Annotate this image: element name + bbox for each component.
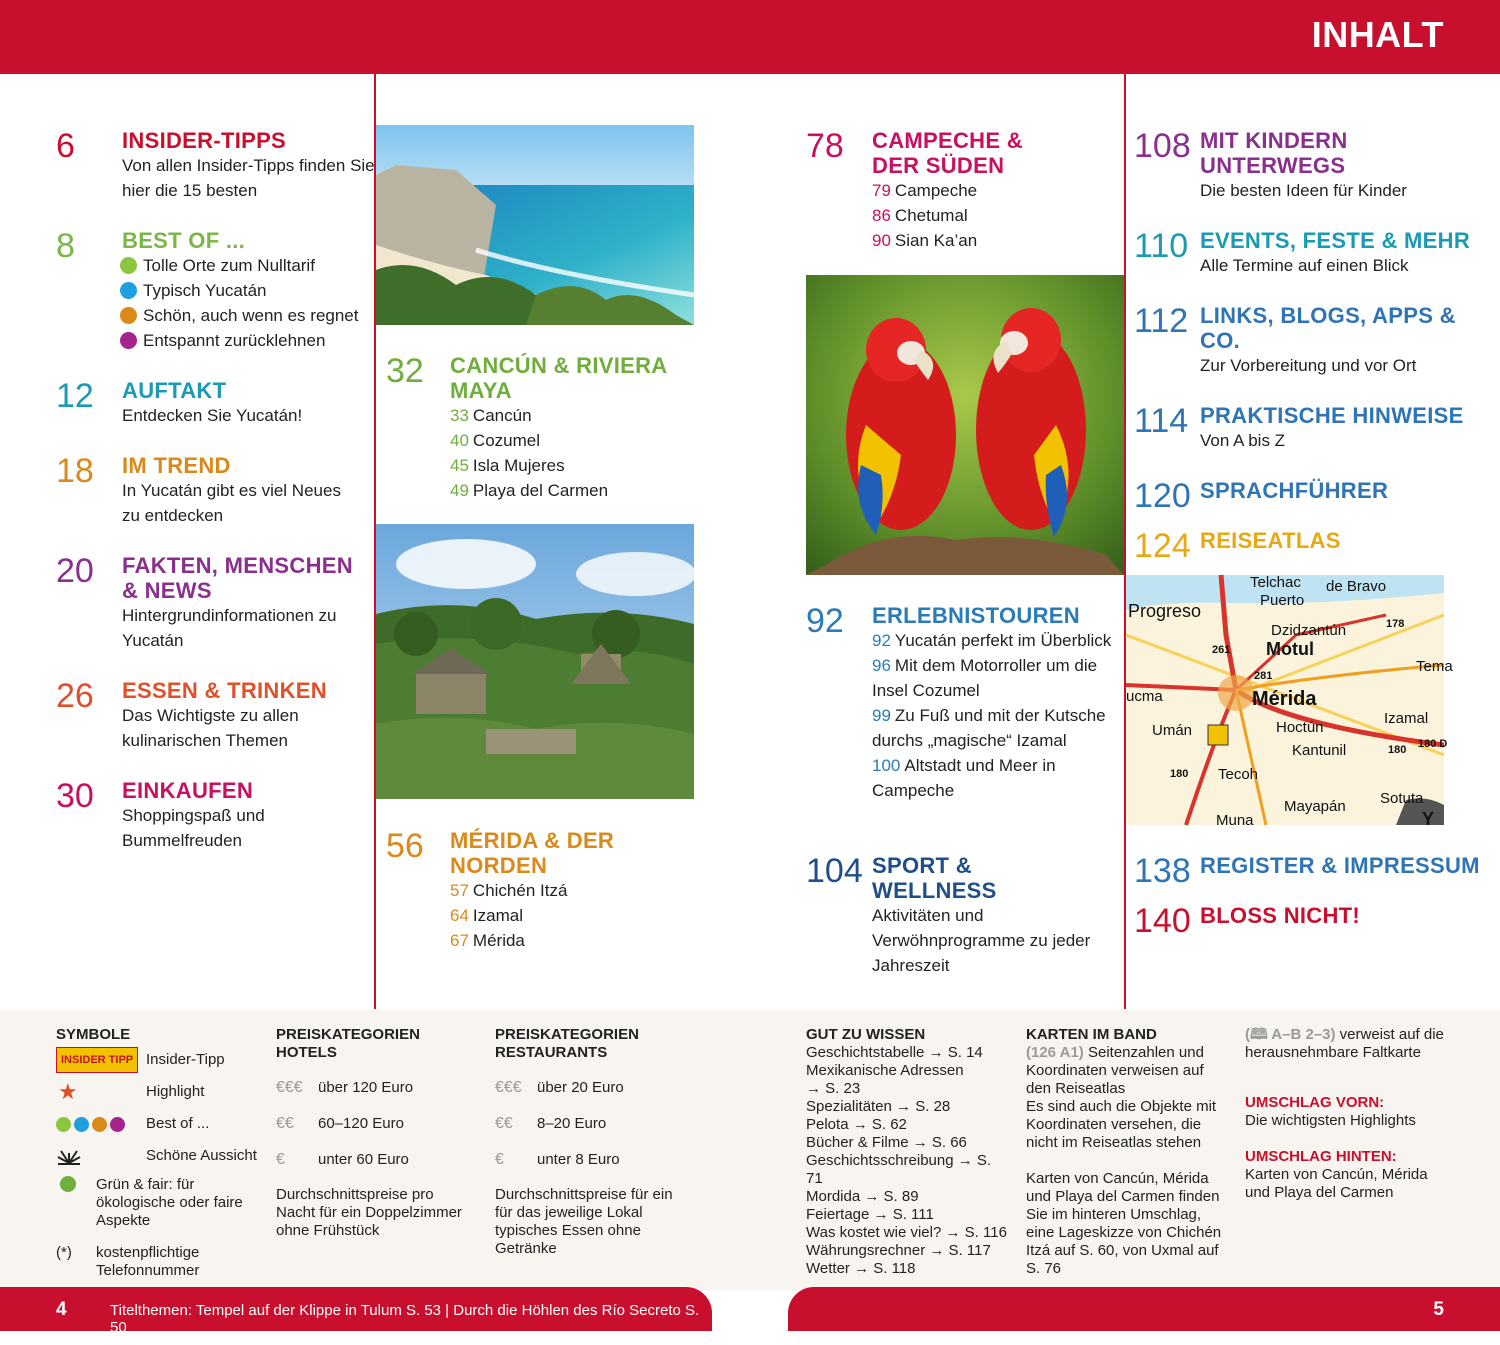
list-item: Tolle Orte zum Nulltarif: [120, 253, 372, 278]
star-icon: ★: [58, 1079, 78, 1104]
list-item: 57 Chichén Itzá: [450, 881, 568, 900]
footer-bar-right: [788, 1287, 1500, 1331]
page-number: 112: [1134, 302, 1189, 340]
page-number: 26: [56, 677, 94, 715]
entry-title: CANCÚN & RIVIERA MAYA: [450, 353, 667, 403]
map-label: Kantunil: [1292, 742, 1347, 759]
header-bar: [0, 0, 1500, 74]
price-row: €€ 8–20 Euro: [495, 1115, 607, 1132]
entry-title: MIT KINDERN UNTERWEGS: [1200, 128, 1348, 178]
legend-item: INSIDER TIPP Insider-Tipp: [56, 1044, 261, 1076]
map-label: Dzidzantún: [1271, 622, 1347, 639]
page-number: 108: [1134, 127, 1191, 165]
legend-restaurants: [495, 1026, 685, 1258]
map-label: Motul: [1266, 639, 1314, 659]
orange-dot-icon: [92, 1117, 107, 1132]
list-item: Währungsrechner → S. 117: [806, 1242, 991, 1259]
entry-title: INSIDER-TIPPS: [122, 128, 287, 153]
entry-title: EINKAUFEN: [122, 778, 254, 803]
legend-text: Es sind auch die Objekte mit Koordinaten versehen, die nicht im Reiseatlas stehen: [1026, 1098, 1217, 1151]
beach-cliff-photo: [376, 125, 694, 325]
page-number: 30: [56, 777, 94, 815]
entry-title: REISEATLAS: [1200, 528, 1341, 553]
green-dot-icon: [120, 257, 137, 274]
legend-note: Durchschnittspreise pro Nacht für ein Doppelzimmer ohne Frühstück: [276, 1186, 462, 1239]
purple-dot-icon: [120, 332, 137, 349]
entry-title: BLOSS NICHT!: [1200, 903, 1361, 928]
map-label: 261: [1212, 644, 1231, 656]
cover-caption: Titelthemen: Tempel auf der Klippe in Tulum S. 53 | Durch die Höhlen des Río Secreto S. 50: [110, 1302, 700, 1336]
page-number: 32: [386, 352, 424, 390]
orange-dot-icon: [120, 307, 137, 324]
map-label: ucma: [1126, 688, 1163, 705]
map-label: Umán: [1152, 722, 1193, 739]
list-item: 92 Yucatán perfekt im Überblick: [872, 631, 1112, 650]
list-item: Was kostet wie viel? → S. 116: [806, 1224, 1007, 1241]
entry-description: Zur Vorbereitung und vor Ort: [1200, 356, 1417, 375]
list-item: 79 Campeche: [872, 181, 978, 200]
list-item: Mordida → S. 89: [806, 1188, 919, 1205]
page-number: 104: [806, 852, 863, 890]
map-label: 180 D: [1418, 738, 1448, 750]
list-item: 90 Sian Ka’an: [872, 231, 978, 250]
list-item: Bücher & Filme → S. 66: [806, 1134, 967, 1151]
legend-title: SYMBOLE: [56, 1026, 131, 1043]
entry-description: Die besten Ideen für Kinder: [1200, 181, 1407, 200]
legend-symbole: [56, 1026, 261, 1280]
page-number-right: 5: [1433, 1299, 1444, 1320]
map-label: Mérida: [1252, 688, 1317, 710]
list-item: 49 Playa del Carmen: [450, 481, 609, 500]
page-number: 78: [806, 127, 844, 165]
purple-dot-icon: [110, 1117, 125, 1132]
entry-title: BEST OF ...: [122, 228, 246, 253]
page-number: 20: [56, 552, 94, 590]
legend-title: GUT ZU WISSEN: [806, 1026, 926, 1043]
list-item: Mexikanische Adressen: [806, 1062, 964, 1079]
entry-description: Von allen Insider-Tipps finden Sie hier die 15 besten: [122, 156, 375, 200]
legend-hotels: [276, 1026, 471, 1240]
price-row: €€ 60–120 Euro: [276, 1115, 404, 1132]
map-label: de Bravo: [1326, 578, 1387, 595]
legend-text: (126 A1) Seitenzahlen und Koordinaten verweisen auf den Reiseatlas: [1026, 1044, 1204, 1097]
legend-title: UMSCHLAG VORN:: [1245, 1094, 1385, 1111]
price-row: €€€ über 20 Euro: [495, 1079, 624, 1096]
price-row: €€€ über 120 Euro: [276, 1079, 414, 1096]
blue-dot-icon: [120, 282, 137, 299]
map-label: 180: [1388, 744, 1407, 756]
page-number: 12: [56, 377, 94, 415]
page-number: 120: [1134, 477, 1191, 515]
legend-item: ★ Highlight: [58, 1079, 205, 1104]
list-item: 67 Mérida: [450, 931, 525, 950]
list-item: 86 Chetumal: [872, 206, 968, 225]
map-label: Progreso: [1128, 601, 1202, 621]
entry-title: ESSEN & TRINKEN: [122, 678, 327, 703]
legend-item: Best of ...: [56, 1108, 261, 1140]
legend-title: KARTEN IM BAND: [1026, 1026, 1157, 1043]
parrots-photo: [806, 275, 1124, 575]
entry-description: Das Wichtigste zu allen kulinarischen Themen: [122, 706, 299, 750]
page-number: 124: [1134, 527, 1191, 565]
map-label: 281: [1254, 670, 1273, 682]
view-icon: [56, 1147, 82, 1165]
entry-title: LINKS, BLOGS, APPS & CO.: [1200, 303, 1456, 353]
entry-description: Entdecken Sie Yucatán!: [122, 406, 303, 425]
page-number: 6: [56, 127, 75, 165]
map-label: Tecoh: [1218, 766, 1259, 783]
page-number: 92: [806, 602, 844, 640]
list-item: 33 Cancún: [450, 406, 532, 425]
price-row: € unter 8 Euro: [495, 1151, 620, 1168]
legend-text: Die wichtigsten Highlights: [1245, 1112, 1416, 1129]
price-row: € unter 60 Euro: [276, 1151, 409, 1168]
map-label: Y: [1422, 809, 1435, 829]
legend-title: PREISKATEGORIEN RESTAURANTS: [495, 1026, 639, 1061]
map-label: Sotuta: [1380, 790, 1424, 807]
jungle-ruins-photo: [376, 524, 694, 799]
list-item: 64 Izamal: [450, 906, 523, 925]
legend-title: UMSCHLAG HINTEN:: [1245, 1148, 1397, 1165]
entry-title: IM TREND: [122, 453, 231, 478]
map-label: Izamal: [1384, 710, 1429, 727]
map-label: Muna: [1216, 812, 1254, 829]
map-label: Telchac: [1250, 574, 1301, 591]
list-item: Geschichtstabelle → S. 14: [806, 1044, 983, 1061]
legend-text: Karten von Cancún, Mérida und Playa del Carmen: [1245, 1166, 1428, 1201]
list-item: Feiertage → S. 111: [806, 1206, 934, 1223]
list-item: 96 Mit dem Motorroller um die Insel Cozumel: [872, 656, 1098, 700]
page-number: 18: [56, 452, 94, 490]
list-item: Pelota → S. 62: [806, 1116, 907, 1133]
legend-karten: [1026, 1026, 1231, 1278]
entry-title: PRAKTISCHE HINWEISE: [1200, 403, 1464, 428]
entry-description: Shoppingspaß und Bummelfreuden: [122, 806, 265, 850]
entry-title: FAKTEN, MENSCHEN & NEWS: [122, 553, 353, 603]
list-item: 100 Altstadt und Meer in Campeche: [872, 756, 1056, 800]
reiseatlas-map: [1126, 574, 1453, 829]
legend-title: PREISKATEGORIEN HOTELS: [276, 1026, 420, 1061]
page-number: 140: [1134, 902, 1191, 940]
page-number-left: 4: [56, 1299, 67, 1320]
map-label: Mayapán: [1284, 798, 1346, 815]
blue-dot-icon: [74, 1117, 89, 1132]
list-item: Wetter → S. 118: [806, 1260, 916, 1277]
list-item: 40 Cozumel: [450, 431, 541, 450]
page-number: 56: [386, 827, 424, 865]
green-fair-icon: [60, 1176, 76, 1192]
list-item: 45 Isla Mujeres: [450, 456, 565, 475]
map-label: 178: [1386, 618, 1405, 630]
entry-title: ERLEBNISTOUREN: [872, 603, 1080, 628]
page-number: 114: [1134, 402, 1189, 440]
entry-title: AUFTAKT: [122, 378, 227, 403]
green-dot-icon: [56, 1117, 71, 1132]
page-number: 138: [1134, 852, 1191, 890]
entry-title: REGISTER & IMPRESSUM: [1200, 853, 1480, 878]
list-item: 99 Zu Fuß und mit der Kutsche durchs „magische“ Izamal: [872, 706, 1106, 750]
map-label: Tema: [1416, 658, 1453, 675]
page-number: 110: [1134, 227, 1189, 265]
entry-title: SPRACHFÜHRER: [1200, 478, 1389, 503]
entry-description: Von A bis Z: [1200, 431, 1286, 450]
map-label: 180: [1170, 768, 1189, 780]
entry-description: In Yucatán gibt es viel Neues zu entdecken: [122, 481, 341, 525]
legend-item: (*) kostenpflichtige Telefonnummer: [56, 1244, 200, 1279]
footer-bar-left: [0, 1287, 712, 1336]
page-title: INHALT: [1311, 14, 1444, 55]
map-label: Puerto: [1260, 592, 1305, 609]
legend-text: (🕮 A–B 2–3) verweist auf die herausnehmbare Faltkarte: [1245, 1026, 1444, 1061]
list-item: Geschichtsschreibung → S. 71: [806, 1152, 992, 1187]
list-item: Entspannt zurücklehnen: [120, 328, 372, 353]
entry-title: SPORT & WELLNESS: [872, 853, 997, 903]
entry-title: EVENTS, FESTE & MEHR: [1200, 228, 1471, 253]
list-item: Spezialitäten → S. 28: [806, 1098, 951, 1115]
legend-item: Grün & fair: für ökologische oder faire Aspekte: [56, 1176, 261, 1230]
entry-title: CAMPECHE & DER SÜDEN: [872, 128, 1023, 178]
map-label: Hoctún: [1276, 719, 1324, 736]
legend-faltkarte: [1245, 1026, 1445, 1202]
entry-description: Hintergrundinformationen zu Yucatán: [122, 606, 337, 650]
legend-note: Durchschnittspreise für ein für das jeweilige Lokal typisches Essen ohne Getränke: [495, 1186, 673, 1257]
legend-gut-zu-wissen: [806, 1026, 1011, 1278]
page-number: 8: [56, 227, 75, 265]
column-divider: [1124, 74, 1126, 1009]
entry-description: Aktivitäten und Verwöhnprogramme zu jeder Jahreszeit: [872, 906, 1091, 975]
list-item: → S. 23: [806, 1080, 861, 1097]
entry-description: Alle Termine auf einen Blick: [1200, 256, 1409, 275]
legend-item: Schöne Aussicht: [56, 1140, 261, 1172]
list-item: Typisch Yucatán: [120, 278, 372, 303]
entry-title: MÉRIDA & DER NORDEN: [450, 828, 615, 878]
list-item: Schön, auch wenn es regnet: [120, 303, 372, 328]
legend-text: Karten von Cancún, Mérida und Playa del Carmen finden Sie im hinteren Umschlag, eine Lageskizze von Chichén Itzá auf S. 60, von Uxmal auf S. 76: [1026, 1170, 1222, 1277]
insider-tipp-badge-icon: INSIDER TIPP: [56, 1047, 138, 1073]
